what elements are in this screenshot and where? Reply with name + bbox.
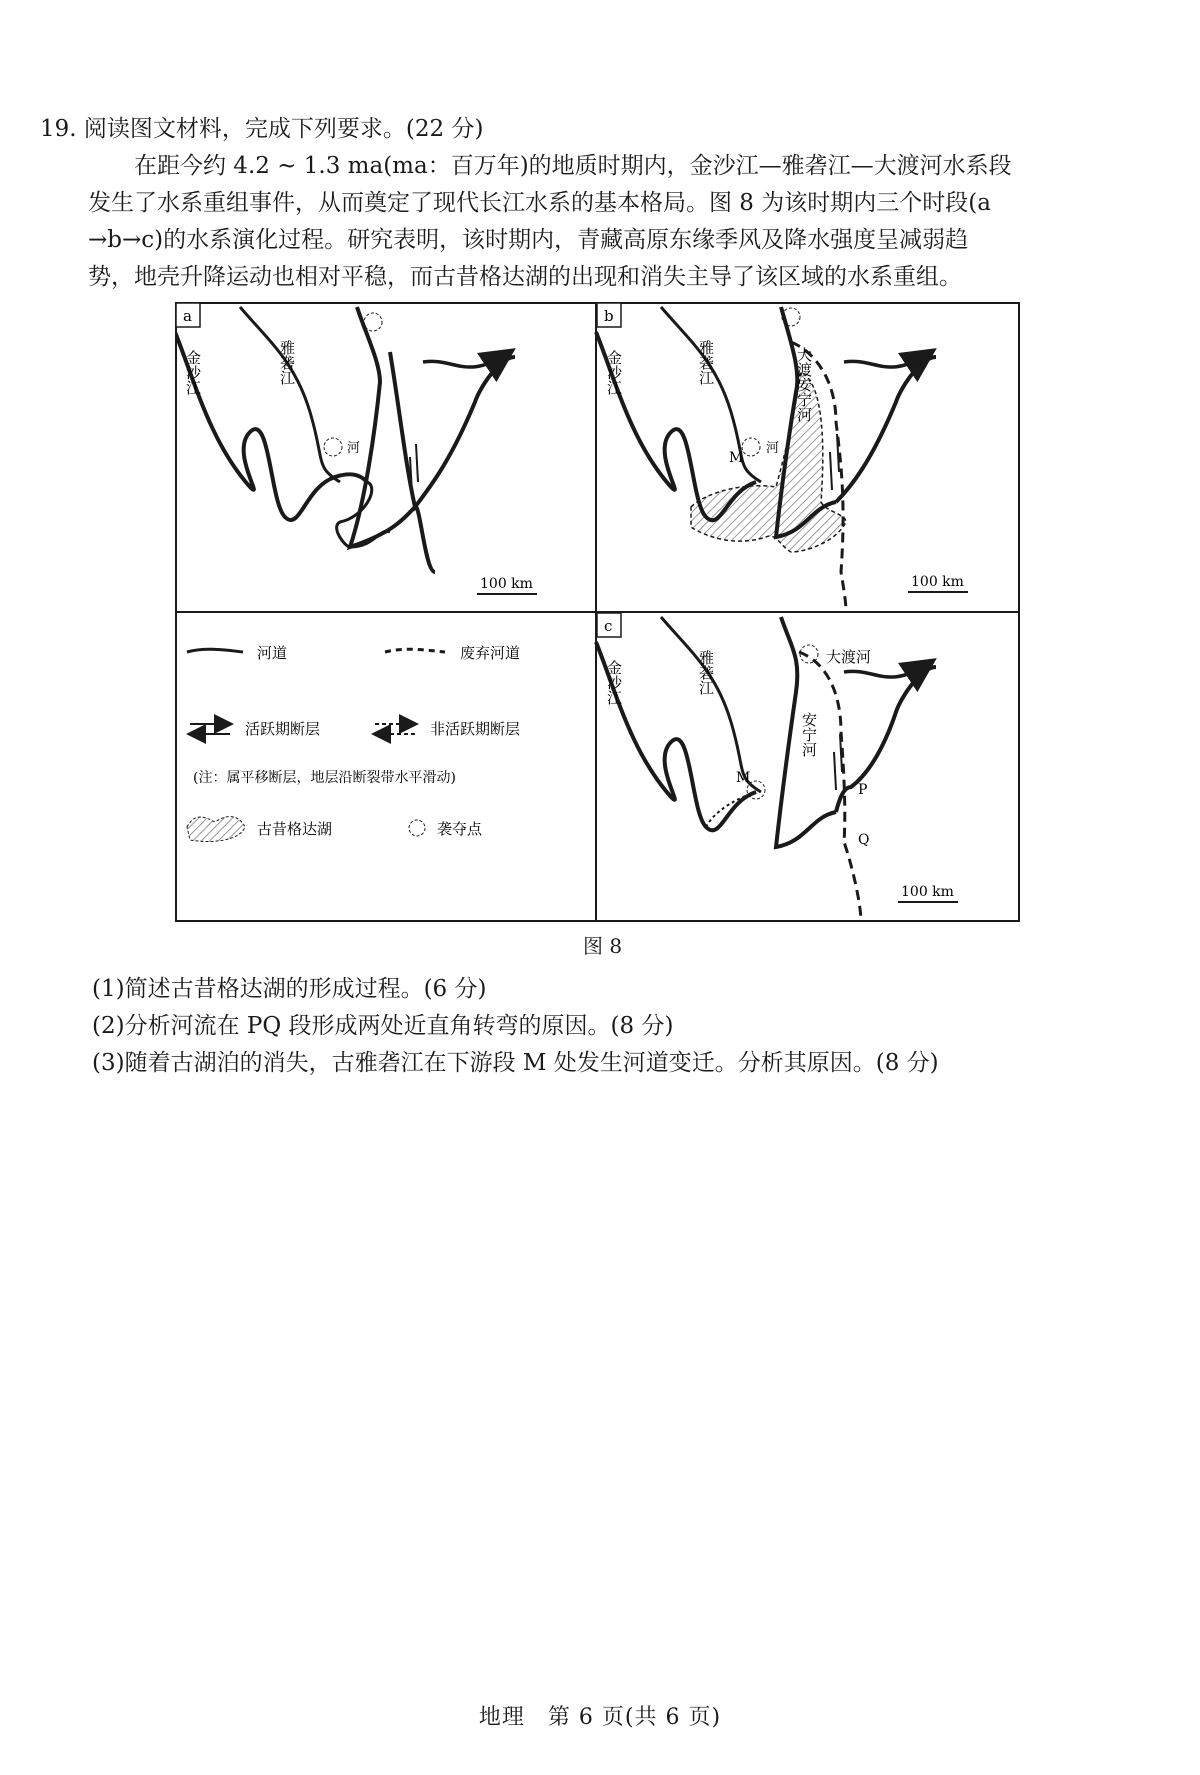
panel-b-label: b <box>604 307 614 325</box>
panel-c <box>596 613 958 922</box>
panel-b-yalong-river <box>661 307 761 482</box>
legend-inactive-fault-label: 非活跃期断层 <box>430 720 521 738</box>
panel-a <box>175 303 537 594</box>
legend-active-fault-label: 活跃期断层 <box>245 720 321 738</box>
panel-c-q-label: Q <box>858 832 870 848</box>
panel-c-dadu-river <box>836 667 936 812</box>
figure-8-maps <box>175 302 1020 922</box>
panel-c-label: c <box>604 617 613 635</box>
legend-river-label: 河道 <box>257 644 288 662</box>
legend-river-symbol <box>187 649 243 652</box>
panel-b <box>596 303 968 612</box>
panel-b-yalong-label: 雅砻江 <box>697 340 715 385</box>
paragraph-line: →b→c)的水系演化过程。研究表明，该时期内，青藏高原东缘季风及降水强度呈减弱趋 <box>88 227 969 253</box>
legend-abandoned-symbol <box>385 649 445 652</box>
panel-c-yalong-river <box>661 617 761 792</box>
legend-active-fault-symbol <box>190 724 230 734</box>
legend-abandoned-label: 废弃河道 <box>460 644 521 662</box>
panel-c-yalong-label: 雅砻江 <box>697 650 715 695</box>
paragraph-line: 势，地壳升降运动也相对平稳，而古昔格达湖的出现和消失主导了该区域的水系重组。 <box>88 264 962 290</box>
panel-c-anning-label: 安宁河 <box>800 712 818 757</box>
panel-b-main-river <box>836 357 936 502</box>
legend-panel <box>187 644 520 841</box>
panel-b-dadu-anning-label: 大渡安宁河 <box>795 347 813 422</box>
panel-a-river-point-label: 河 <box>347 441 361 456</box>
panel-a-capture-point <box>324 438 342 456</box>
panel-a-yalong-river <box>240 307 340 482</box>
panel-c-dadu-label: 大渡河 <box>826 648 872 666</box>
sub-question-2: (2)分析河流在 PQ 段形成两处近直角转弯的原因。(8 分) <box>92 1013 674 1039</box>
panel-a-scale-label: 100 km <box>480 576 533 592</box>
legend-capture-symbol <box>409 820 425 836</box>
panel-a-jinsha-river <box>175 332 367 520</box>
panel-b-jinsha-label: 金沙江 <box>605 350 623 395</box>
paragraph-line: 发生了水系重组事件，从而奠定了现代长江水系的基本格局。图 8 为该时期内三个时段(a <box>88 190 991 216</box>
question-paragraph <box>88 148 1108 296</box>
panel-c-fault-arrow <box>834 752 836 790</box>
panel-a-jinsha-label: 金沙江 <box>184 350 202 395</box>
question-title: 19. 阅读图文材料，完成下列要求。(22 分) <box>40 116 484 142</box>
panel-b-ancient-lake <box>691 372 846 552</box>
panel-a-dadu-river <box>350 307 435 572</box>
panel-a-fault-arrow <box>416 444 418 482</box>
panel-a-label: a <box>183 307 192 325</box>
page-footer: 地理 第 6 页(共 6 页) <box>478 1705 722 1730</box>
sub-question-1: (1)简述古昔格达湖的形成过程。(6 分) <box>92 976 487 1002</box>
panel-b-scale-label: 100 km <box>911 574 964 590</box>
panel-b-river-point-label: 河 <box>766 441 780 456</box>
legend-note: (注：属平移断层，地层沿断裂带水平滑动) <box>193 770 456 786</box>
panel-c-jinsha-label: 金沙江 <box>605 660 623 705</box>
paragraph-line: 在距今约 4.2 ~ 1.3 ma(ma：百万年)的地质时期内，金沙江—雅砻江—大渡河水系段 <box>134 153 1012 179</box>
panel-c-p-label: P <box>858 782 868 798</box>
panel-b-fault-arrow <box>830 452 832 490</box>
panel-c-m-label: M <box>736 770 751 786</box>
sub-question-3: (3)随着古湖泊的消失，古雅砻江在下游段 M 处发生河道变迁。分析其原因。(8 分) <box>92 1050 939 1076</box>
legend-capture-label: 袭夺点 <box>437 820 483 838</box>
legend-lake-symbol <box>187 817 245 842</box>
figure-caption: 图 8 <box>583 934 623 958</box>
legend-lake-label: 古昔格达湖 <box>257 820 333 838</box>
panel-a-main-river <box>390 352 515 507</box>
legend-inactive-fault-symbol <box>375 724 415 734</box>
panel-a-yalong-label: 雅砻江 <box>278 340 296 385</box>
panel-b-m-label: M <box>729 450 744 466</box>
panel-a-capture-point <box>364 313 382 331</box>
panel-c-scale-label: 100 km <box>901 884 954 900</box>
panel-b-capture-point <box>742 438 760 456</box>
